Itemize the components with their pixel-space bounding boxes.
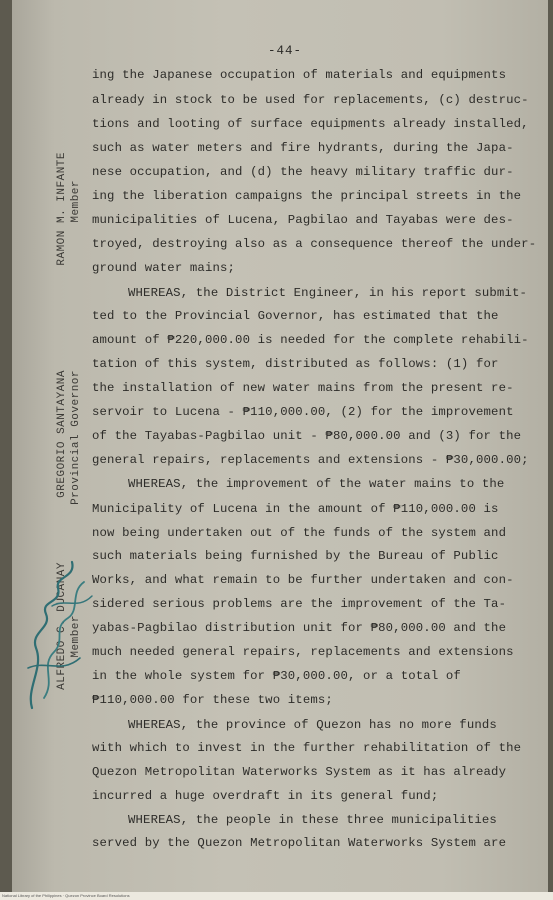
text-line: general repairs, replacements and extensions - ₱30,000.00; <box>92 453 529 467</box>
text-line: with which to invest in the further rehabilitation of the <box>92 741 522 755</box>
text-line: served by the Quezon Metropolitan Waterworks System are <box>92 836 507 850</box>
text-line: WHEREAS, the improvement of the water mains to the <box>128 477 505 491</box>
text-line: the installation of new water mains from the present re- <box>92 381 514 395</box>
footer-caption: National Library of the Philippines · Quezon Province Board Resolutions <box>2 893 130 898</box>
text-line: already in stock to be used for replacements, (c) destruc- <box>92 93 529 107</box>
text-line: yabas-Pagbilao distribution unit for ₱80,000.00 and the <box>92 621 507 635</box>
text-line: nese occupation, and (d) the heavy military traffic dur- <box>92 165 514 179</box>
text-line: much needed general repairs, replacements and extensions <box>92 645 514 659</box>
text-line: ₱110,000.00 for these two items; <box>92 693 333 707</box>
text-line: ing the Japanese occupation of materials and equipments <box>92 68 507 82</box>
text-line: troyed, destroying also as a consequence thereof the under- <box>92 237 537 251</box>
text-line: WHEREAS, the province of Quezon has no more funds <box>128 718 497 732</box>
handwritten-signature <box>22 548 102 718</box>
margin-title-member-1: Member <box>70 180 82 223</box>
text-line: tions and looting of surface equipments already installed, <box>92 117 529 131</box>
margin-name-member-2: ALFREDO C. DUCANAY <box>56 562 68 690</box>
text-line: amount of ₱220,000.00 is needed for the complete rehabili- <box>92 333 529 347</box>
text-line: Works, and what remain to be further undertaken and con- <box>92 573 514 587</box>
text-line: tation of this system, distributed as follows: (1) for <box>92 357 499 371</box>
text-line: WHEREAS, the people in these three municipalities <box>128 813 497 827</box>
text-line: sidered serious problems are the improvement of the Ta- <box>92 597 507 611</box>
text-line: such materials being furnished by the Bureau of Public <box>92 549 499 563</box>
page-number: -44- <box>268 44 303 58</box>
margin-name-governor: GREGORIO SANTAYANA <box>56 370 68 498</box>
text-line: such as water meters and fire hydrants, during the Japa- <box>92 141 514 155</box>
text-line: Quezon Metropolitan Waterworks System as it has already <box>92 765 507 779</box>
text-line: WHEREAS, the District Engineer, in his report submit- <box>128 286 528 300</box>
margin-title-governor: Provincial Governor <box>70 370 82 505</box>
text-line: servoir to Lucena - ₱110,000.00, (2) for the improvement <box>92 405 514 419</box>
text-line: incurred a huge overdraft in its general fund; <box>92 789 439 803</box>
text-line: ing the liberation campaigns the principal streets in the <box>92 189 522 203</box>
margin-name-member-1: RAMON M. INFANTE <box>56 152 68 266</box>
text-line: municipalities of Lucena, Pagbilao and Tayabas were des- <box>92 213 514 227</box>
text-line: ted to the Provincial Governor, has estimated that the <box>92 309 499 323</box>
text-line: now being undertaken out of the funds of the system and <box>92 526 507 540</box>
text-line: ground water mains; <box>92 261 236 275</box>
text-line: in the whole system for ₱30,000.00, or a total of <box>92 669 461 683</box>
text-line: of the Tayabas-Pagbilao unit - ₱80,000.00 and (3) for the <box>92 429 522 443</box>
document-page <box>12 0 548 892</box>
text-line: Municipality of Lucena in the amount of ₱110,000.00 is <box>92 502 499 516</box>
margin-title-member-2: Member <box>70 615 82 658</box>
